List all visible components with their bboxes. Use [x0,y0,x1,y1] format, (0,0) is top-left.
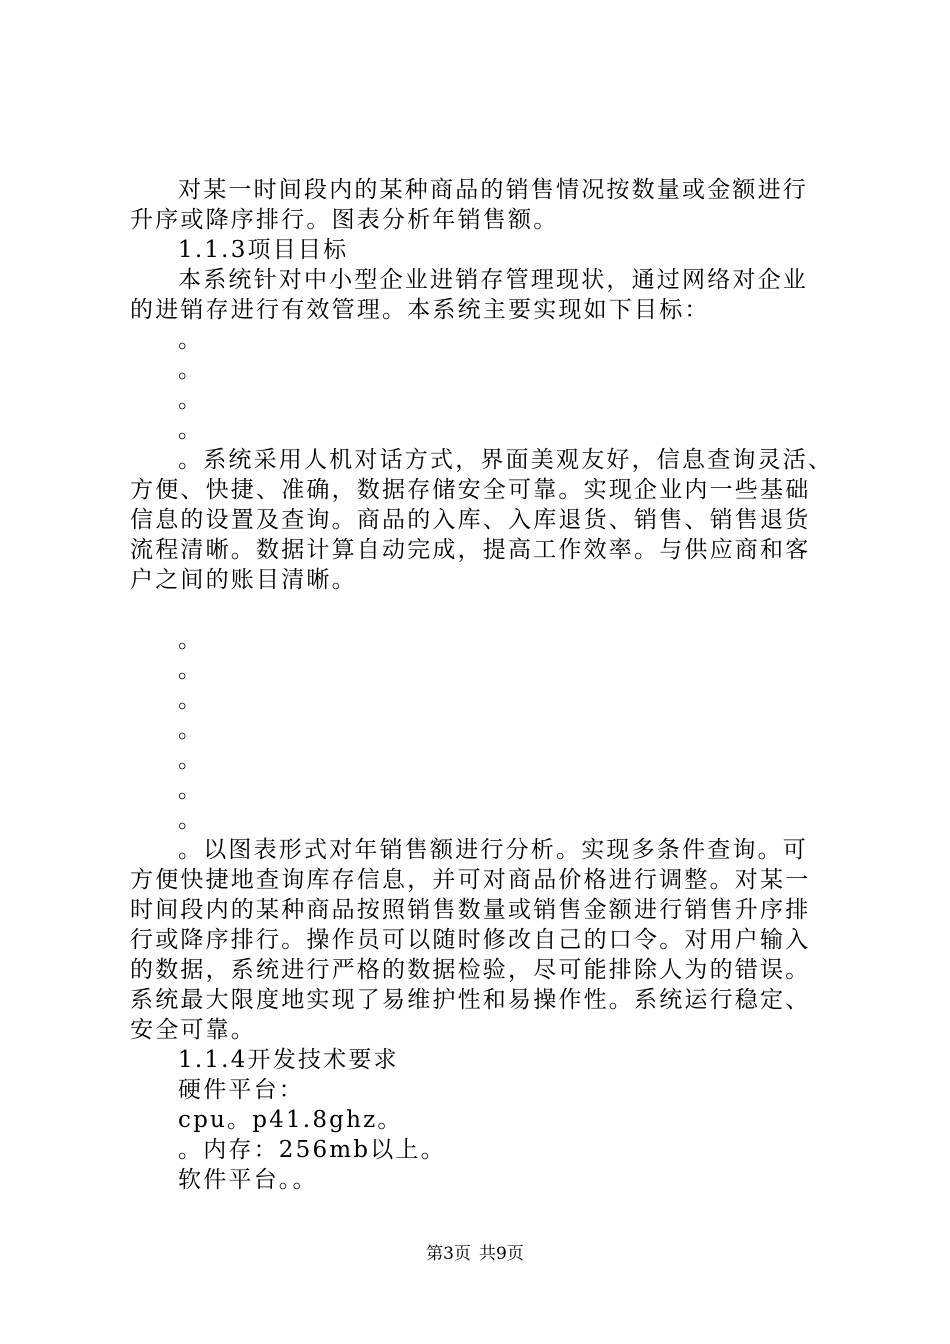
paragraph-line: 硬件平台： [178,1077,304,1103]
paragraph-line: 方便、快捷、准确，数据存储安全可靠。实现企业内一些基础 [130,477,811,503]
list-item: 。 [178,807,204,833]
paragraph-line: 行或降序排行。操作员可以随时修改自己的口令。对用户输入 [130,927,811,953]
blank-line [130,595,830,625]
paragraph-line: cpu。p41.8ghz。 [178,1107,403,1133]
list-item: 。 [178,387,204,413]
paragraph-line: 流程清晰。数据计算自动完成，提高工作效率。与供应商和客 [130,537,811,563]
paragraph-line: 对某一时间段内的某种商品的销售情况按数量或金额进行 [178,177,808,203]
list-item: 。 [178,357,204,383]
paragraph-line: 的数据，系统进行严格的数据检验，尽可能排除人为的错误。 [130,957,811,983]
page-footer [0,1243,950,1265]
paragraph-line: 。以图表形式对年销售额进行分析。实现多条件查询。可 [178,837,808,863]
document-body [130,175,834,1195]
paragraph-line: 本系统针对中小型企业进销存管理现状，通过网络对企业 [178,267,808,293]
list-item: 。 [178,717,204,743]
paragraph-line: 信息的设置及查询。商品的入库、入库退货、销售、销售退货 [130,507,811,533]
paragraph-line: 系统最大限度地实现了易维护性和易操作性。系统运行稳定、 [130,987,811,1013]
page-number: 第3页 [426,1244,471,1264]
section-heading: 1.1.3项目目标 [178,237,349,263]
list-item: 。 [178,327,204,353]
paragraph-line: 的进销存进行有效管理。本系统主要实现如下目标： [130,297,710,323]
list-item: 。 [178,687,204,713]
paragraph-line: 安全可靠。 [130,1017,256,1043]
list-item: 。 [178,417,204,443]
paragraph-line: 方便快捷地查询库存信息，并可对商品价格进行调整。对某一 [130,867,811,893]
paragraph-line: 升序或降序排行。图表分析年销售额。 [130,207,559,233]
paragraph-line: 。内存：256mb以上。 [178,1137,446,1163]
list-item: 。 [178,777,204,803]
paragraph-line: 户之间的账目清晰。 [130,567,357,593]
section-heading: 1.1.4开发技术要求 [178,1047,399,1073]
paragraph-line: 。系统采用人机对话方式，界面美观友好，信息查询灵活、 [178,447,834,473]
paragraph-line: 时间段内的某种商品按照销售数量或销售金额进行销售升序排 [130,897,811,923]
page-total: 共9页 [479,1244,524,1264]
list-item: 。 [178,747,204,773]
paragraph-line: 软件平台。。 [178,1167,318,1193]
list-item: 。 [178,627,204,653]
list-item: 。 [178,657,204,683]
